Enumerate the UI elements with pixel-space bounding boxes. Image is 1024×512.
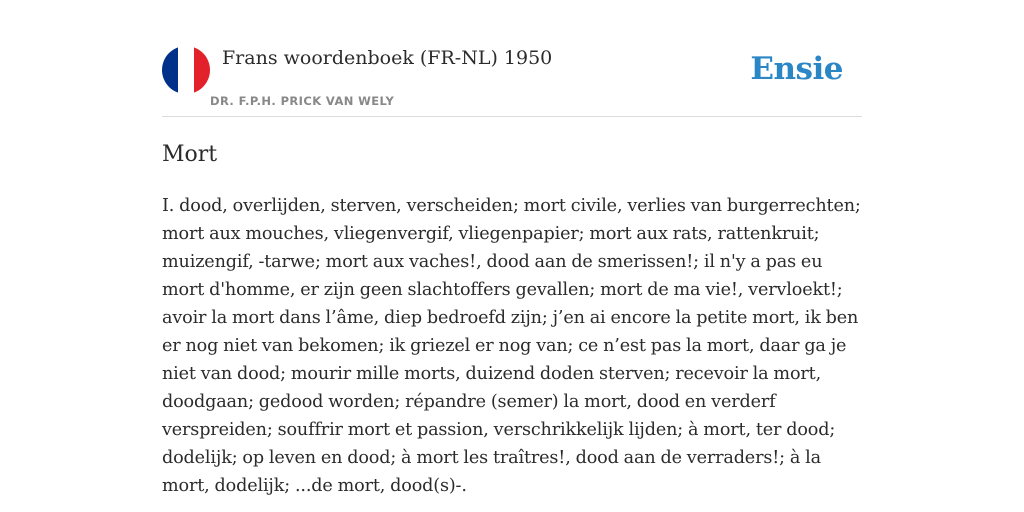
headword: Mort bbox=[162, 142, 218, 167]
dictionary-header bbox=[162, 0, 862, 117]
france-flag-icon bbox=[162, 46, 210, 94]
dictionary-author: DR. F.P.H. PRICK VAN WELY bbox=[210, 94, 395, 108]
brand-logo[interactable]: Ensie bbox=[750, 51, 843, 87]
definition-text: I. dood, overlijden, sterven, verscheiden; mort civile, verlies van burgerrechten; mort aux mouches, vliegenvergif, vliegenpapier; mort aux rats, rattenkruit; muizengif, -tarwe; mort aux vaches!, dood aan de smerissen!; il n'y a pas eu mort d'homme, er zijn geen slachtoffers gevallen; mort de ma vie!, vervloekt!; avoir la mort dans l’âme, diep bedroefd zijn; j’en ai encore la petite mort, ik ben er nog niet van bekomen; ik griezel er nog van; ce n’est pas la mort, daar ga je niet van dood; mourir mille morts, duizend doden sterven; recevoir la mort, doodgaan; gedood worden; répandre (semer) la mort, dood en verderf verspreiden; souffrir mort et passion, verschrikkelijk lijden; à mort, ter dood; dodelijk; op leven en dood; à mort les traîtres!, dood aan de verraders!; à la mort, dodelijk; ...de mort, dood(s)-. bbox=[162, 196, 861, 496]
entry-card bbox=[162, 0, 862, 512]
dictionary-title[interactable]: Frans woordenboek (FR-NL) 1950 bbox=[222, 47, 553, 69]
